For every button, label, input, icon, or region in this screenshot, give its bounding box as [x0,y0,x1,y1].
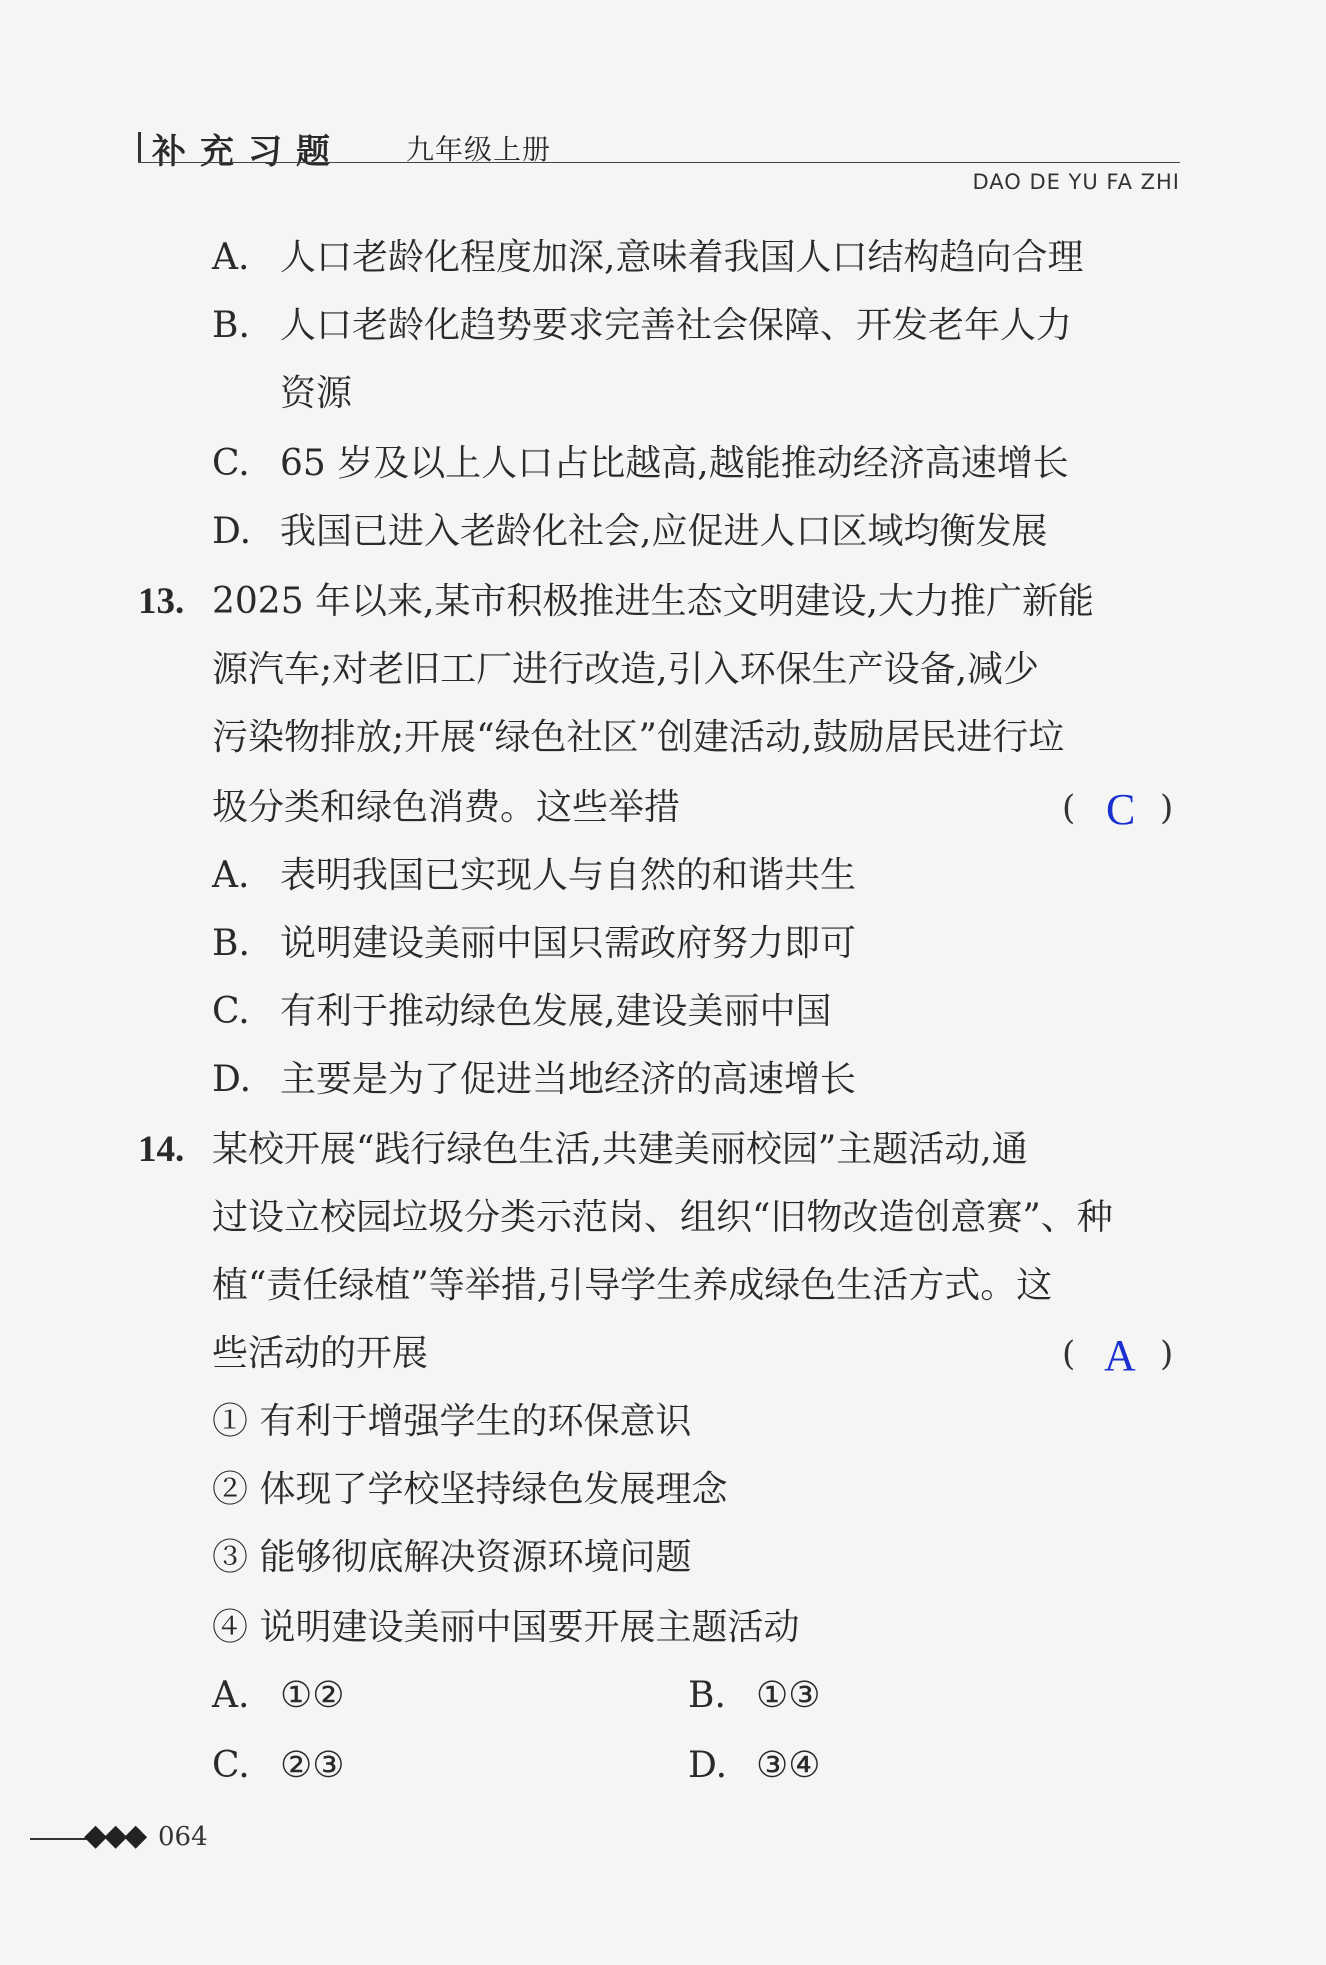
q14-stem-line: 些活动的开展 [212,1333,429,1374]
q13-option-c [212,990,831,1034]
q14-option-c [212,1744,345,1788]
option-label: D. [688,1745,728,1786]
q13-option-a [212,854,856,898]
page-header [138,118,1180,198]
option-text: ②③ [280,1745,345,1786]
q14-option-b [688,1674,821,1718]
q14-number: 14. [138,1129,185,1170]
q13-stem-line: 污染物排放;开展“绿色社区”创建活动,鼓励居民进行垃 [212,717,1065,758]
option-label: A. [212,237,250,278]
q12-option-a [212,236,1083,280]
q14-option-d [688,1744,821,1788]
footer-diamonds-icon: ◆◆◆ [84,1818,145,1853]
option-text: ①② [280,1675,345,1716]
option-text: 人口老龄化趋势要求完善社会保障、开发老年人力 [280,305,1073,346]
q14-statement-3: ③ 能够彻底解决资源环境问题 [212,1537,692,1578]
option-text: 65 岁及以上人口占比越高,越能推动经济高速增长 [280,443,1069,484]
q14-stem-line: 某校开展“践行绿色生活,共建美丽校园”主题活动,通 [212,1129,1028,1170]
book-title: 补充习题 [152,132,344,172]
option-text: 有利于推动绿色发展,建设美丽中国 [280,991,832,1032]
option-text: ①③ [756,1675,821,1716]
option-text: 说明建设美丽中国只需政府努力即可 [280,923,857,964]
option-label: D. [212,1059,252,1100]
option-text: 表明我国已实现人与自然的和谐共生 [280,855,857,896]
q13-option-b [212,922,856,966]
q12-option-b-continued: 资源 [280,373,353,414]
q12-option-b [212,304,1072,348]
q13-answer-bracket-open: ( [1062,788,1076,828]
option-label: C. [212,991,250,1032]
footer-rule [30,1838,88,1840]
option-label: A. [212,1675,250,1716]
q13-answer: C [1106,785,1136,834]
q14-stem-line: 过设立校园垃圾分类示范岗、组织“旧物改造创意赛”、种 [212,1197,1113,1238]
q13-stem-line: 源汽车;对老旧工厂进行改造,引入环保生产设备,减少 [212,649,1040,690]
q12-option-c [212,442,1069,486]
header-rule [138,162,1180,163]
q13-option-d [212,1058,856,1102]
option-text: 主要是为了促进当地经济的高速增长 [280,1059,857,1100]
subject-pinyin: DAO DE YU FA ZHI [972,170,1180,194]
q14-answer-bracket-close: ) [1160,1334,1174,1374]
page-number: 064 [158,1822,208,1852]
q13-stem-line: 2025 年以来,某市积极推进生态文明建设,大力推广新能 [212,581,1094,622]
q14-option-a [212,1674,345,1718]
option-label: B. [212,305,250,346]
option-text: 我国已进入老龄化社会,应促进人口区域均衡发展 [280,511,1048,552]
q14-statement-1: ① 有利于增强学生的环保意识 [212,1401,692,1442]
q13-answer-bracket-close: ) [1160,788,1174,828]
option-label: B. [212,923,250,964]
option-label: C. [212,443,250,484]
q14-stem-line: 植“责任绿植”等举措,引导学生养成绿色生活方式。这 [212,1265,1053,1306]
option-text: ③④ [756,1745,821,1786]
q14-statement-4: ④ 说明建设美丽中国要开展主题活动 [212,1607,800,1648]
q12-option-d [212,510,1047,554]
header-tick [138,132,141,163]
option-label: B. [688,1675,726,1716]
q13-stem-line: 圾分类和绿色消费。这些举措 [212,787,681,828]
option-label: A. [212,855,250,896]
option-label: D. [212,511,252,552]
q14-answer-bracket-open: ( [1062,1334,1076,1374]
option-text: 人口老龄化程度加深,意味着我国人口结构趋向合理 [280,237,1084,278]
q13-number: 13. [138,581,185,622]
q14-statement-2: ② 体现了学校坚持绿色发展理念 [212,1469,728,1510]
grade-label: 九年级上册 [406,133,552,166]
option-label: C. [212,1745,250,1786]
q14-answer: A [1104,1331,1136,1380]
